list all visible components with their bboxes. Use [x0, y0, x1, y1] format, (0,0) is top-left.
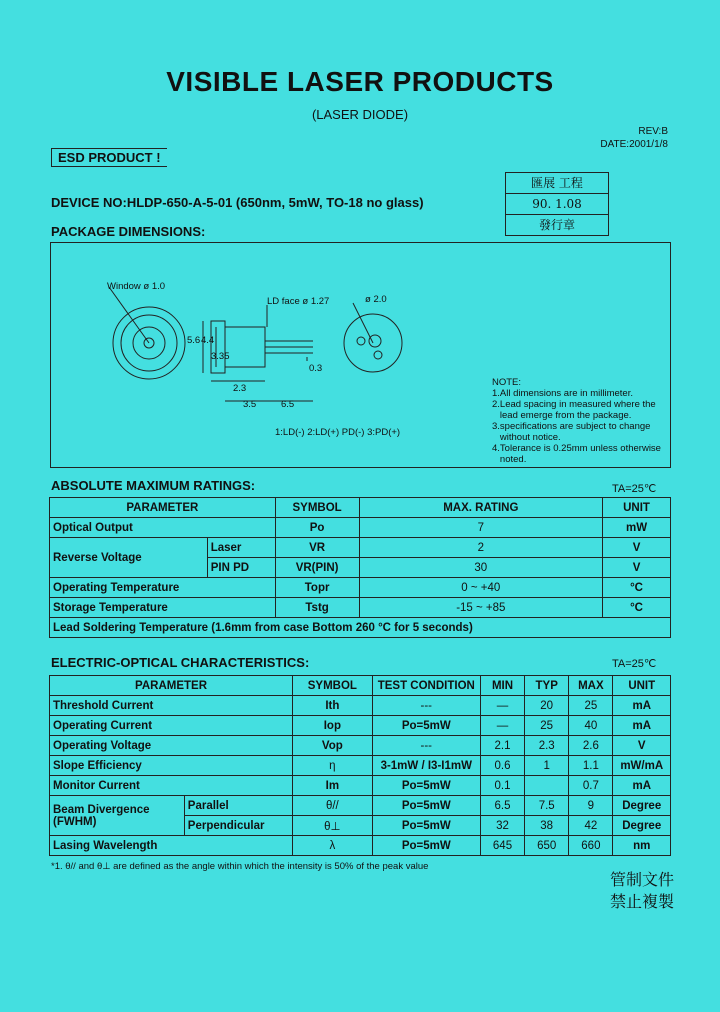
abs-max-ta: TA=25℃: [612, 483, 657, 495]
cell: ---: [372, 736, 480, 756]
pin-1: [357, 337, 365, 345]
cell: 0.7: [569, 776, 613, 796]
cell: Threshold Current: [50, 696, 293, 716]
cell: 2.1: [480, 736, 524, 756]
cell: Operating Current: [50, 716, 293, 736]
cell: -15 ~ +85: [359, 598, 603, 618]
table-header-row: [50, 676, 671, 696]
table-row: [50, 618, 671, 638]
cell: 32: [480, 816, 524, 836]
revision-block: [600, 125, 668, 151]
col-header: UNIT: [613, 676, 671, 696]
cell: 645: [480, 836, 524, 856]
cell: 660: [569, 836, 613, 856]
cell: °C: [603, 578, 671, 598]
note-line: noted.: [492, 454, 527, 465]
cell: mA: [613, 696, 671, 716]
cell: 6.5: [480, 796, 524, 816]
cell: mW/mA: [613, 756, 671, 776]
col-header: SYMBOL: [293, 676, 373, 696]
table-row: [50, 716, 671, 736]
note-line: 3.specifications are subject to change: [492, 421, 651, 432]
cell: 1: [525, 756, 569, 776]
side-view-cap: [225, 327, 265, 367]
cell: Vop: [293, 736, 373, 756]
cell: Ith: [293, 696, 373, 716]
cell: Po=5mW: [372, 776, 480, 796]
cell: Degree: [613, 796, 671, 816]
eo-heading: ELECTRIC-OPTICAL CHARACTERISTICS:: [51, 655, 310, 670]
stamp-line-1: 匯展 工程: [506, 173, 608, 194]
side-view-flange: [211, 321, 225, 373]
cell: Tstg: [275, 598, 359, 618]
table-row: [50, 836, 671, 856]
cell: λ: [293, 836, 373, 856]
table-row: [50, 578, 671, 598]
cell: nm: [613, 836, 671, 856]
dim-2-3: 2.3: [233, 383, 247, 394]
cell: 20: [525, 696, 569, 716]
cell: Optical Output: [50, 518, 276, 538]
cell: 0.6: [480, 756, 524, 776]
bottom-circle-label: ø 2.0: [365, 294, 387, 305]
cell: Iop: [293, 716, 373, 736]
window-dimension-label: Window ø 1.0: [107, 281, 166, 292]
col-header: TEST CONDITION: [372, 676, 480, 696]
date: DATE:2001/1/8: [600, 139, 668, 150]
note-line: lead emerge from the package.: [492, 410, 632, 421]
cell: Topr: [275, 578, 359, 598]
cell: Po=5mW: [372, 796, 480, 816]
table-row: [50, 736, 671, 756]
cell: 7: [359, 518, 603, 538]
col-header: SYMBOL: [275, 498, 359, 518]
package-heading: PACKAGE DIMENSIONS:: [51, 224, 206, 239]
pin-2: [369, 335, 381, 347]
eo-ta: TA=25℃: [612, 658, 657, 670]
stamp-line-2: 90. 1.08: [506, 194, 608, 215]
cell: 650: [525, 836, 569, 856]
cell: 9: [569, 796, 613, 816]
cell: 2.3: [525, 736, 569, 756]
table-row: [50, 756, 671, 776]
dim-0-3: 0.3: [309, 363, 323, 374]
page-subtitle: (LASER DIODE): [311, 107, 409, 122]
cell: 30: [359, 558, 603, 578]
cell: 7.5: [525, 796, 569, 816]
table-row: [50, 696, 671, 716]
cell: mA: [613, 776, 671, 796]
cell: Lasing Wavelength: [50, 836, 293, 856]
page-title: VISIBLE LASER PRODUCTS: [166, 66, 554, 97]
cell: Perpendicular: [184, 816, 292, 836]
stamp-line-3: 發行章: [538, 218, 575, 232]
col-header: PARAMETER: [50, 498, 276, 518]
cell: PIN PD: [207, 558, 275, 578]
col-header: MIN: [480, 676, 524, 696]
cell: 25: [569, 696, 613, 716]
dim-3-35: 3.35: [211, 351, 230, 362]
device-number: DEVICE NO:HLDP-650-A-5-01 (650nm, 5mW, TO-18 no glass): [51, 195, 424, 210]
cell: mA: [613, 716, 671, 736]
cell: Beam Divergence (FWHM): [50, 796, 185, 836]
cell: Operating Temperature: [50, 578, 276, 598]
cell: Po: [275, 518, 359, 538]
cell: 38: [525, 816, 569, 836]
cell: Operating Voltage: [50, 736, 293, 756]
cell: θ//: [293, 796, 373, 816]
chinese-line-2: 禁止複製: [609, 892, 674, 911]
cell: 0.1: [480, 776, 524, 796]
ld-face-label: LD face ø 1.27: [267, 296, 330, 307]
col-header: MAX. RATING: [359, 498, 603, 518]
release-stamp: [505, 172, 609, 236]
abs-max-heading: ABSOLUTE MAXIMUM RATINGS:: [51, 478, 256, 493]
cell: Slope Efficiency: [50, 756, 293, 776]
col-header: PARAMETER: [50, 676, 293, 696]
cell: 2.6: [569, 736, 613, 756]
cell: —: [480, 696, 524, 716]
col-header: TYP: [525, 676, 569, 696]
cell: 40: [569, 716, 613, 736]
cell: 42: [569, 816, 613, 836]
cell: V: [613, 736, 671, 756]
dim-3-5: 3.5: [243, 399, 257, 410]
cell: Lead Soldering Temperature (1.6mm from case Bottom 260 °C for 5 seconds): [50, 618, 671, 638]
esd-label: ESD PRODUCT !: [51, 148, 167, 167]
cell: Storage Temperature: [50, 598, 276, 618]
pin-assignment: 1:LD(-) 2:LD(+) PD(-) 3:PD(+): [275, 427, 401, 438]
table-row: [50, 776, 671, 796]
cell: 2: [359, 538, 603, 558]
note-line: 2.Lead spacing in measured where the: [492, 399, 656, 410]
footnote: *1. θ// and θ⊥ are defined as the angle within which the intensity is 50% of the peak value: [51, 861, 429, 872]
package-notes: [492, 377, 661, 465]
cell: Monitor Current: [50, 776, 293, 796]
revision: REV:B: [638, 126, 668, 137]
table-row: [50, 518, 671, 538]
note-line: 4.Tolerance is 0.25mm unless otherwise: [492, 443, 661, 454]
cell: η: [293, 756, 373, 776]
cell: mW: [603, 518, 671, 538]
cell: ---: [372, 696, 480, 716]
cell: [525, 776, 569, 796]
cell: Po=5mW: [372, 836, 480, 856]
pin-3: [374, 351, 382, 359]
cell: Laser: [207, 538, 275, 558]
cell: —: [480, 716, 524, 736]
cell: V: [603, 558, 671, 578]
cell: Degree: [613, 816, 671, 836]
dim-5-6: 5.6: [187, 335, 201, 346]
col-header: MAX: [569, 676, 613, 696]
eo-table: [49, 675, 671, 856]
cell: 3-1mW / I3-I1mW: [372, 756, 480, 776]
note-line: NOTE:: [492, 377, 522, 388]
cell: Parallel: [184, 796, 292, 816]
chinese-line-1: 管制文件: [609, 870, 674, 889]
cell: VR: [275, 538, 359, 558]
cell: V: [603, 538, 671, 558]
cell: 1.1: [569, 756, 613, 776]
dim-4-4: 4.4: [201, 335, 215, 346]
package-drawing-box: [50, 242, 671, 468]
cell: Im: [293, 776, 373, 796]
note-line: without notice.: [492, 432, 561, 443]
table-row: [50, 538, 671, 558]
cell: °C: [603, 598, 671, 618]
note-line: 1.All dimensions are in millimeter.: [492, 388, 633, 399]
cell: Po=5mW: [372, 716, 480, 736]
controlled-document-mark: [610, 869, 674, 913]
abs-max-table: [49, 497, 671, 638]
cell: 25: [525, 716, 569, 736]
cell: Po=5mW: [372, 816, 480, 836]
dim-6-5: 6.5: [281, 399, 295, 410]
col-header: UNIT: [603, 498, 671, 518]
table-row: [50, 598, 671, 618]
cell: θ⊥: [293, 816, 373, 836]
table-header-row: [50, 498, 671, 518]
table-row: [50, 796, 671, 816]
cell: Reverse Voltage: [50, 538, 208, 578]
cell: VR(PIN): [275, 558, 359, 578]
cell: 0 ~ +40: [359, 578, 603, 598]
